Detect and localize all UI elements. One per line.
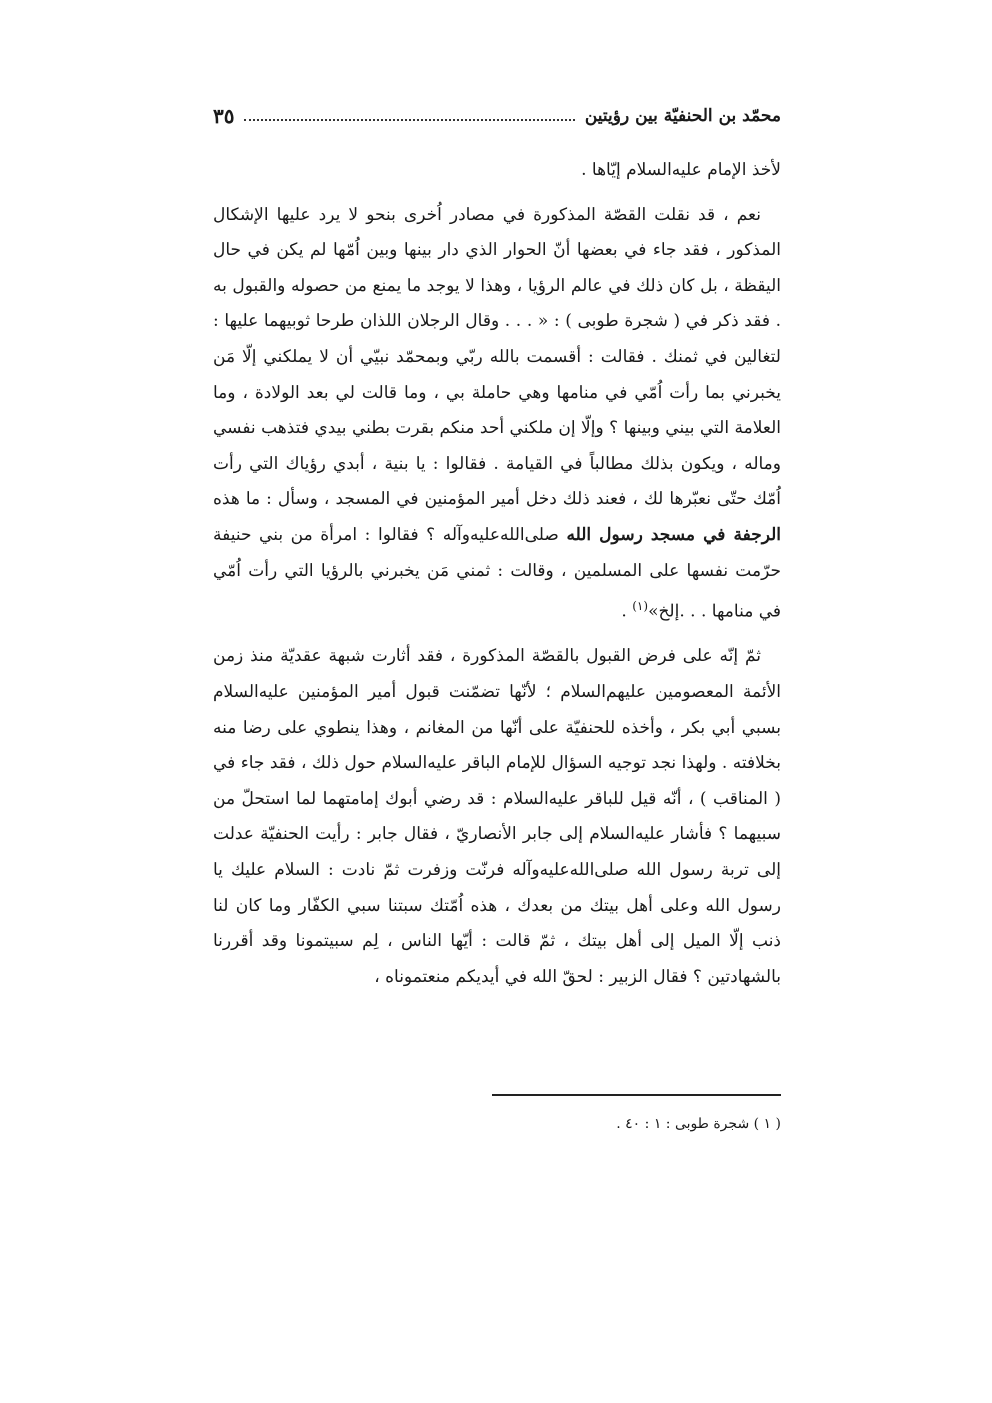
paragraph-2-text: نعم ، قد نقلت القصّة المذكورة في مصادر اُخرى بنحو لا يرد عليها الإشكال المذكور ، فقد جاء في بعضها أنّ الحوار الذي دار بينها وبين اُمّها لم يكن في حال اليقظة ، بل كان ذلك في عالم الرؤيا ، وهذا لا يوجد ما يمنع من حصوله والقبول به . فقد ذكر في ( شجرة طوبى ) : « . . . وقال الرجلان اللذان طرحا ثوبيهما عليها : لتغالين في ثمنك . فقالت : أقسمت بالله ربّي وبمحمّد نبيّي أن لا يملكني إلّا مَن يخبرني بما رأت اُمّي في منامها وهي حاملة بي ، وما قالت لي بعد الولادة ، وما العلامة التي بيني وبينها ؟ وإلّا إن ملكني أحد منكم بقرت بطني بيدي فتذهب نفسي وماله ، ويكون بذلك مطالباً في القيامة . فقالوا : يا بنية ، أبدي رؤياك التي رأت اُمّك حتّى نعبّرها لك ، فعند ذلك دخل أمير المؤمنين في المسجد ، وسأل : ما هذه (213, 204, 781, 510)
running-title: محمّد بن الحنفيّة بين رؤيتين (584, 106, 781, 126)
dotted-leader (244, 119, 574, 121)
paragraph-1: لأخذ الإمام عليه‌السلام إيّاها . (581, 160, 781, 180)
footnote-reference[interactable]: (١) (632, 599, 649, 614)
running-header (213, 103, 781, 129)
paragraph-2-end: . (621, 601, 633, 622)
body-text (213, 153, 781, 995)
footnote-1: ( ١ ) شجرة طوبى : ١ : ٤٠ . (616, 1116, 781, 1132)
footnote-separator (492, 1094, 781, 1096)
paragraph-3: ثمّ إنّه على فرض القبول بالقصّة المذكورة ، فقد أثارت شبهة عقديّة منذ زمن الأئمة المعصومين عليهم‌السلام ؛ لأنّها تضمّنت قبول أمير المؤمنين عليه‌السلام بسبي أبي بكر ، وأخذه للحنفيّة على أنّها من المغانم ، وهذا ينطوي على رضا منه بخلافته . ولهذا نجد توجيه السؤال للإمام الباقر عليه‌السلام حول ذلك ، فقد جاء في ( المناقب ) ، أنّه قيل للباقر عليه‌السلام : قد رضي أبوك إمامتهما لما استحلّ من سبيهما ؟ فأشار عليه‌السلام إلى جابر الأنصاريّ ، فقال جابر : رأيت الحنفيّة عدلت إلى تربة رسول الله صلى‌الله‌عليه‌وآله فرنّت وزفرت ثمّ نادت : السلام عليك يا رسول الله وعلى أهل بيتك من بعدك ، هذه اُمّتك سبتنا سبي الكفّار وما كان لنا ذنب إلّا الميل إلى أهل بيتك ، ثمّ قالت : أيّها الناس ، لِم سبيتمونا وقد أقررنا بالشهادتين ؟ فقال الزبير : لحقّ الله في أيديكم منعتموناه ، (213, 646, 781, 987)
page-number: ٣٥ (213, 104, 235, 128)
paragraph-2-bold-phrase: الرجفة في مسجد رسول الله (566, 524, 782, 545)
paragraph-2-tail: صلى‌الله‌عليه‌وآله ؟ فقالوا : امرأة من بني حنيفة حرّمت نفسها على المسلمين ، وقالت : ثمني مَن يخبرني بالرؤيا التي رأت اُمّي في منامها . . .إلخ» (213, 524, 781, 622)
paragraph-2 (213, 198, 781, 631)
